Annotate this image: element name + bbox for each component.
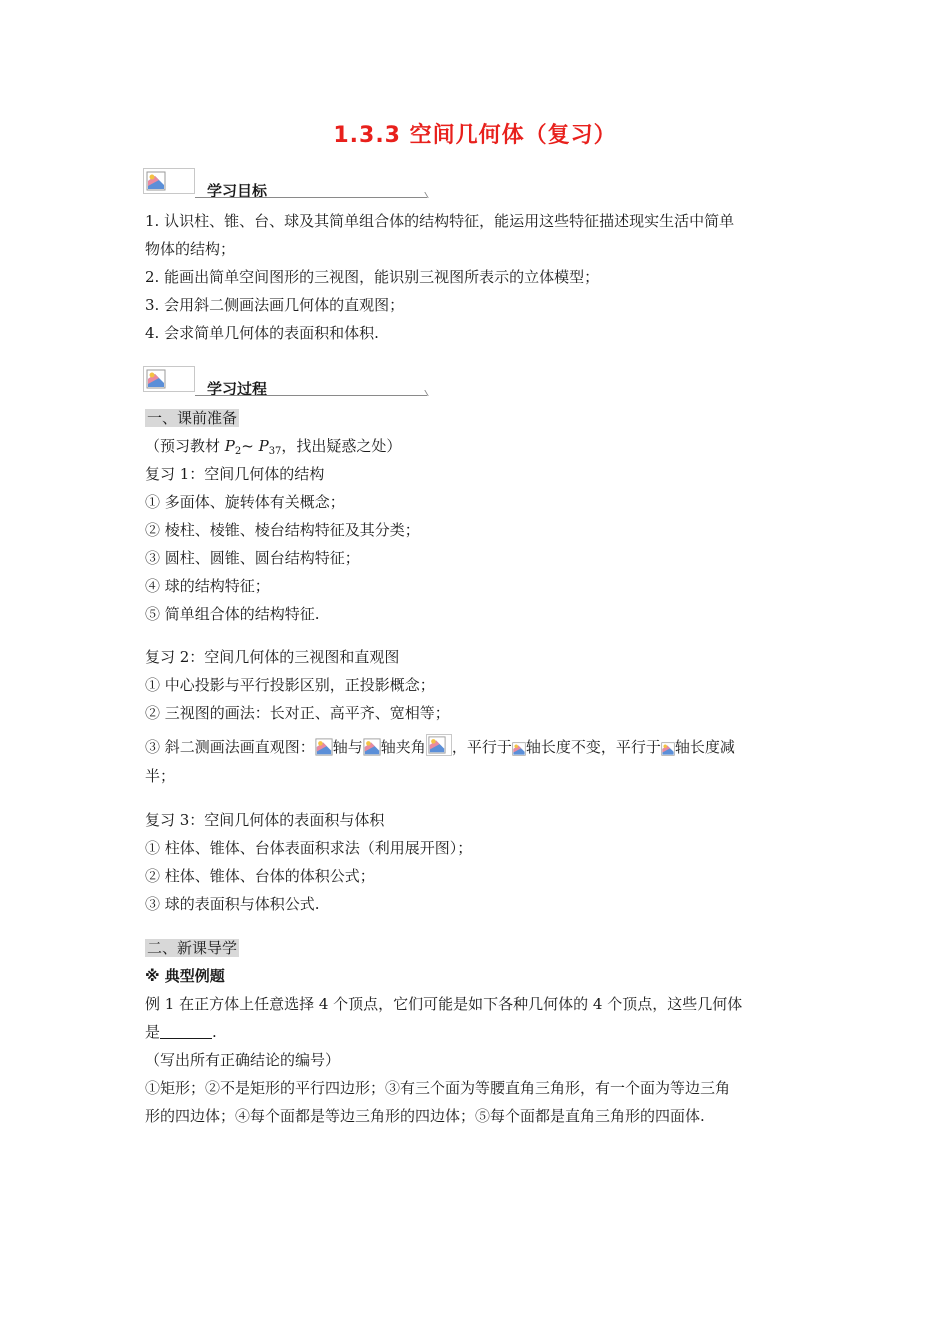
item3-text: ，平行于 <box>451 738 512 756</box>
goal-line-1: 1. 认识柱、锥、台、球及其简单组合体的结构特征，能运用这些特征描述现实生活中简单 <box>145 212 735 230</box>
review3-item-1: ① 柱体、锥体、台体表面积求法（利用展开图）； <box>145 839 473 857</box>
goal-line-2: 2. 能画出简单空间图形的三视图，能识别三视图所表示的立体模型； <box>145 268 600 286</box>
example1-line2 <box>145 1022 815 1042</box>
preview-line <box>145 436 815 462</box>
preview-open: （预习教材 <box>145 437 225 455</box>
broken-image-icon <box>143 168 195 194</box>
process-heading: 学习过程 <box>207 380 268 398</box>
example1-line1: 例 1 在正方体上任意选择 4 个顶点，它们可能是如下各种几何体的 4 个顶点，这些几何体 <box>145 995 743 1013</box>
item3-text: 轴长度减 <box>674 738 735 756</box>
broken-image-icon <box>661 741 675 755</box>
item3-text: ③ 斜二测画法画直观图： <box>145 738 315 756</box>
page-title: 1.3.3 空间几何体（复习） <box>333 123 617 148</box>
broken-image-icon <box>143 366 195 392</box>
goal-line-4: 4. 会求简单几何体的表面积和体积. <box>145 324 379 342</box>
broken-image-icon <box>363 738 381 756</box>
broken-image-icon <box>315 738 333 756</box>
answer-blank[interactable] <box>160 1024 212 1039</box>
part1-title: 一、课前准备 <box>147 409 238 427</box>
example1-suffix: . <box>212 1023 217 1041</box>
review2-item-3 <box>145 734 815 757</box>
part1-title-line <box>145 408 815 428</box>
review2-item-1: ① 中心投影与平行投影区别，正投影概念； <box>145 676 435 694</box>
heading-underline <box>195 395 427 396</box>
review2-item-3-cont: 半； <box>145 767 176 785</box>
page-end: 37 <box>268 446 282 457</box>
tilde: ~ <box>241 437 259 455</box>
review1-item-2: ② 棱柱、棱锥、棱台结构特征及其分类； <box>145 521 420 539</box>
broken-image-icon <box>512 741 526 755</box>
review3-item-2: ② 柱体、锥体、台体的体积公式； <box>145 867 375 885</box>
heading-underline <box>195 197 427 198</box>
review1-item-5: ⑤ 简单组合体的结构特征. <box>145 605 320 623</box>
item3-text: 轴与 <box>332 738 363 756</box>
page-symbol-p: P <box>224 437 235 455</box>
review2-title: 复习 2：空间几何体的三视图和直观图 <box>145 648 400 666</box>
preview-close: ，找出疑惑之处） <box>281 437 402 455</box>
review3-title: 复习 3：空间几何体的表面积与体积 <box>145 811 385 829</box>
review3-item-3: ③ 球的表面积与体积公式. <box>145 895 320 913</box>
part2-title-line <box>145 938 815 958</box>
broken-image-icon <box>426 734 452 756</box>
goal-line-3: 3. 会用斜二侧画法画几何体的直观图； <box>145 296 405 314</box>
example1-hint: （写出所有正确结论的编号） <box>145 1051 341 1069</box>
review1-title: 复习 1：空间几何体的结构 <box>145 465 325 483</box>
review1-item-4: ④ 球的结构特征； <box>145 577 270 595</box>
review1-item-1: ① 多面体、旋转体有关概念； <box>145 493 345 511</box>
part2-title: 二、新课导学 <box>147 939 238 957</box>
goals-heading: 学习目标 <box>207 182 268 200</box>
example1-prefix: 是 <box>145 1023 161 1041</box>
review1-item-3: ③ 圆柱、圆锥、圆台结构特征； <box>145 549 360 567</box>
page-start: 2 <box>234 446 242 457</box>
goal-line-1-cont: 物体的结构； <box>145 240 236 258</box>
examples-heading: ※ 典型例题 <box>145 967 225 985</box>
review2-item-2: ② 三视图的画法：长对正、高平齐、宽相等； <box>145 704 450 722</box>
item3-text: 轴长度不变，平行于 <box>525 738 661 756</box>
item3-text: 轴夹角 <box>380 738 426 756</box>
example1-options-2: 形的四边体；④每个面都是等边三角形的四边体；⑤每个面都是直角三角形的四面体. <box>145 1107 705 1125</box>
example1-options-1: ①矩形；②不是矩形的平行四边形；③有三个面为等腰直角三角形，有一个面为等边三角 <box>145 1079 731 1097</box>
page-symbol-p: P <box>258 437 269 455</box>
